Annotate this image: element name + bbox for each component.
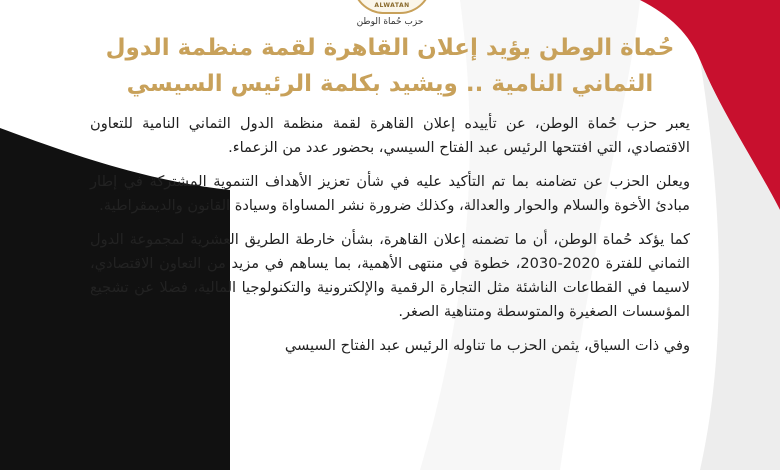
paragraph-2: ويعلن الحزب عن تضامنه بما تم التأكيد عليه في شأن تعزيز الأهداف التنموية المشتركة في إطار مبادئ الأخوة والسلام والحوار والعدالة، وكذلك ضرورة نشر المساواة وسيادة القانون والديمقراطية. — [90, 173, 690, 214]
party-label: حزب حُماة الوطن — [356, 17, 424, 27]
paragraph-3: كما يؤكد حُماة الوطن، أن ما تضمنه إعلان القاهرة، بشأن خارطة الطريق العشرية لمجموعة الدول الثماني للفترة 2020-2030، خطوة في منتهى الأهمية، بما يساهم في مزيد من التعاون الاقتصادي، لاسيما في القطاعات الناشئة مثل التجارة الرقمية والإلكترونية والتكنولوجيا المالية، فضلا عن تشجيع المؤسسات الصغيرة والمتوسطة ومتناهية الصغر. — [90, 231, 690, 320]
title-line-1: حُماة الوطن يؤيد إعلان القاهرة لقمة منظمة الدول — [105, 35, 675, 61]
paragraph-4: وفي ذات السياق، يثمن الحزب ما تناوله الرئيس عبد الفتاح السيسي — [284, 337, 690, 354]
article-body — [90, 112, 690, 368]
logo-text: ALWATAN — [374, 2, 410, 9]
paragraph-1: يعبر حزب حُماة الوطن، عن تأييده إعلان القاهرة لقمة منظمة الدول الثماني النامية للتعاون الاقتصادي، التي افتتحها الرئيس عبد الفتاح السيسي، بحضور عدد من الزعماء. — [90, 115, 690, 156]
title-line-2: الثماني النامية .. ويشيد بكلمة الرئيس السيسي — [126, 71, 654, 97]
page-title — [70, 30, 710, 102]
